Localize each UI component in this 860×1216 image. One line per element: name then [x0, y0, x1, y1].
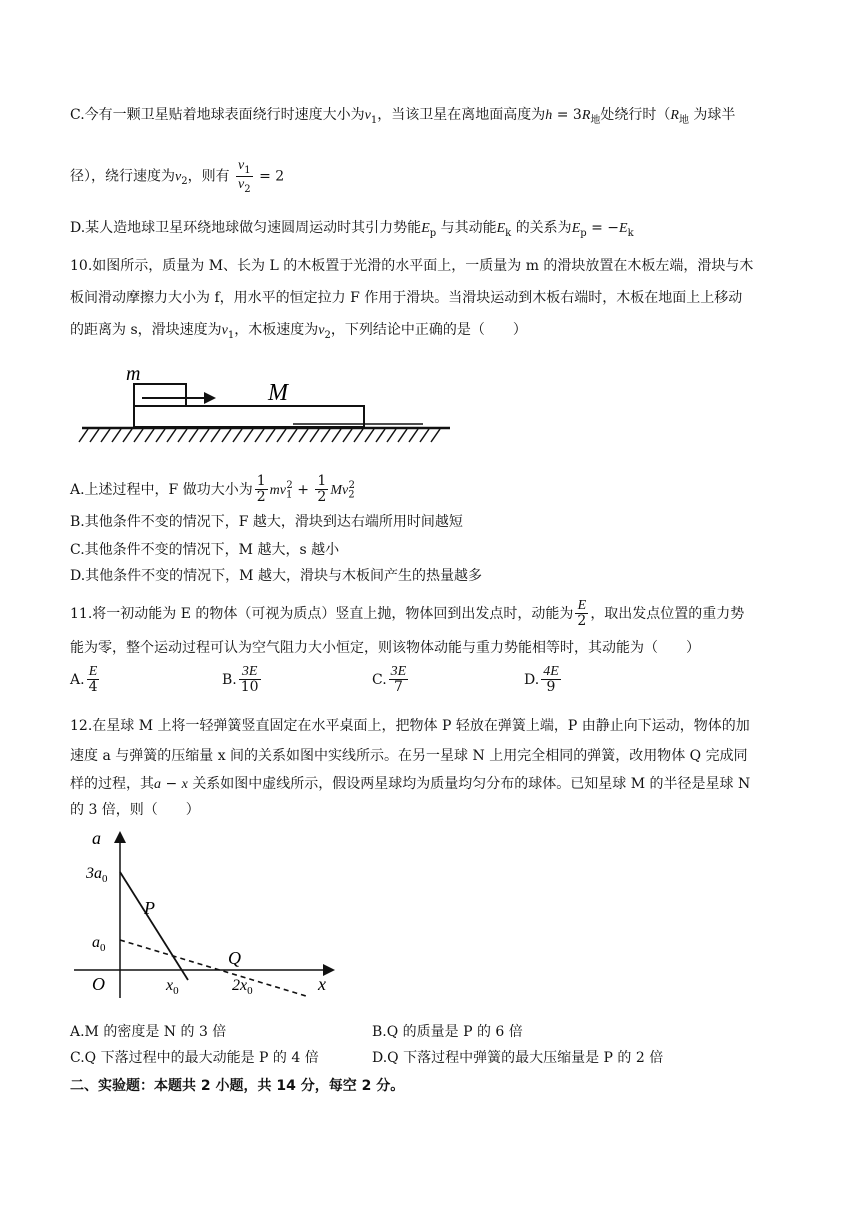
q11-line1-text1: 11.将一初动能为 E 的物体（可视为质点）竖直上抛，物体回到出发点时，动能为 [70, 605, 574, 622]
hatch-mark [123, 429, 132, 442]
q11-c-num: 3E [390, 664, 407, 679]
hatch-mark [266, 429, 275, 442]
q9-c-line2-text1: 径），绕行速度为 [70, 168, 175, 185]
x-label-x0: $x_0$ [166, 977, 179, 997]
hatch-mark [134, 429, 143, 442]
q11-c-den: 7 [393, 679, 403, 696]
q12-stem-line3: 样的过程，其a − x 关系如图中虚线所示，假设两星球均为质量均匀分布的球体。已知星球 M 的半径是星球 N [70, 776, 751, 792]
q9-c-text1: C.今有一颗卫星贴着地球表面绕行时速度大小为 [70, 107, 365, 123]
hatch-mark [178, 429, 187, 442]
q11-b-den: 10 [240, 679, 259, 696]
q11-b-num: 3E [239, 664, 261, 680]
q9-c-text4: 为球半 [693, 107, 736, 123]
v1-over-v2-fraction: $\frac{v_1}{v_2}$ [238, 158, 251, 195]
q11-stem-line2: 能为零，整个运动过程可认为空气阻力大小恒定，则该物体动能与重力势能相等时，其动能为（ ） [70, 640, 700, 656]
hatch-mark [189, 429, 198, 442]
q9-d-text2: 与其动能 [440, 220, 497, 236]
q11-line1-text2: ，取出发点位置的重力势 [590, 605, 745, 622]
y-label-a0: $a_0$ [92, 934, 106, 954]
hatch-mark [321, 429, 330, 442]
q11-a-num: E [87, 664, 100, 680]
q12-stem-line2: 速度 a 与弹簧的压缩量 x 间的关系如图中实线所示。在另一星球 N 上用完全相同的弹簧，改用物体 Q 完成同 [70, 748, 748, 764]
q10-arrow-head [204, 392, 216, 404]
q12-line3-text1: 样的过程，其 [70, 776, 154, 792]
q11-a-label: A. [70, 671, 85, 688]
q10-option-c: C.其他条件不变的情况下，M 越大，s 越小 [70, 542, 340, 558]
q10-stem-line2: 板间滑动摩擦力大小为 f，用水平的恒定拉力 F 作用于滑块。当滑块运动到木板右端时，木板在地面上上移动 [70, 290, 743, 306]
q11-b-label: B. [222, 671, 237, 688]
q10-fig-label-M: M [268, 380, 288, 406]
q11-d-den: 9 [546, 679, 556, 696]
q12-line3-text2: 关系如图中虚线所示，假设两星球均为质量均匀分布的球体。已知星球 M 的半径是星球 N [192, 776, 751, 792]
hatch-mark [79, 429, 88, 442]
q10-a-text: A.上述过程中，F 做功大小为 [70, 481, 253, 498]
q11-c-label: C. [372, 671, 387, 688]
q11-a-den: 4 [88, 679, 98, 696]
hatch-mark [277, 429, 286, 442]
q10-option-a: A.上述过程中，F 做功大小为 $\frac{1}{2}$ $mv_1^2$ + $\frac{1}{2}$ $Mv_2^2$ [70, 473, 355, 506]
q12-option-a: A.M 的密度是 N 的 3 倍 [70, 1024, 227, 1040]
hatch-mark [112, 429, 121, 442]
q12-stem-line1: 12.在星球 M 上将一轻弹簧竖直固定在水平桌面上，把物体 P 轻放在弹簧上端，P 由静止向下运动，物体的加 [70, 718, 750, 734]
x-label-2x0: $2x_0$ [232, 977, 253, 997]
q9-option-c-line1: C.今有一颗卫星贴着地球表面绕行时速度大小为$v_1$，当该卫星在离地面高度为$h = 3R_地$处绕行时（$R_地$ 为球半 [70, 107, 736, 126]
hatch-mark [431, 429, 440, 442]
curve-P-solid [120, 872, 188, 980]
q12-option-b: B.Q 的质量是 P 的 6 倍 [372, 1024, 523, 1040]
curve-Q-dashed [120, 940, 306, 996]
q10-line3-text1: 的距离为 s，滑块速度为 [70, 322, 222, 338]
q9-option-c-line2: 径），绕行速度为$v_2$，则有 $\frac{v_1}{v_2}$ = 2 [70, 158, 285, 195]
hatch-mark [145, 429, 154, 442]
hatch-mark [101, 429, 110, 442]
a-axis-label: a [92, 828, 101, 848]
hatch-mark [310, 429, 319, 442]
q9-d-text1: D.某人造地球卫星环绕地球做匀速圆周运动时其引力势能 [70, 220, 422, 236]
hatch-mark [200, 429, 209, 442]
q11-d-num: 4E [543, 664, 559, 679]
hatch-mark [387, 429, 396, 442]
q11-option-c [372, 664, 410, 696]
hatch-mark [343, 429, 352, 442]
q10-stem-line3: 的距离为 s，滑块速度为$v_1$，木板速度为$v_2$，下列结论中正确的是（ ） [70, 322, 527, 341]
q12-graph [70, 826, 340, 1006]
hatch-mark [233, 429, 242, 442]
x-axis-label: x [318, 974, 326, 994]
hatch-mark [288, 429, 297, 442]
label-Q: Q [228, 948, 241, 968]
q10-fig-label-m: m [126, 363, 141, 385]
hatch-mark [244, 429, 253, 442]
q10-option-b: B.其他条件不变的情况下，F 越大，滑块到达右端所用时间越短 [70, 514, 463, 530]
y-label-3a0: $3a_0$ [86, 865, 108, 885]
hatch-mark [354, 429, 363, 442]
hatch-mark [211, 429, 220, 442]
hatch-mark [299, 429, 308, 442]
q10-block-m [134, 384, 186, 406]
section-2-heading: 二、实验题：本题共 2 小题，共 14 分，每空 2 分。 [70, 1078, 405, 1094]
q11-option-a [70, 664, 101, 696]
hatch-mark [332, 429, 341, 442]
hatch-mark [255, 429, 264, 442]
hatch-mark [420, 429, 429, 442]
hatch-mark [90, 429, 99, 442]
q10-option-d: D.其他条件不变的情况下，M 越大，滑块与木板间产生的热量越多 [70, 568, 482, 584]
hatch-mark [222, 429, 231, 442]
q9-option-d: D.某人造地球卫星环绕地球做匀速圆周运动时其引力势能$E_p$ 与其动能$E_k$ 的关系为$E_p = -E_k$ [70, 220, 634, 239]
q11-stem-line1: 11.将一初动能为 E 的物体（可视为质点）竖直上抛，物体回到出发点时，动能为 $\frac{E}{2}$ ，取出发点位置的重力势 [70, 598, 745, 630]
q12-stem-line4: 的 3 倍，则（ ） [70, 802, 200, 818]
hatch-mark [398, 429, 407, 442]
q11-option-b [222, 664, 263, 696]
label-P: P [144, 898, 155, 918]
hatch-mark [156, 429, 165, 442]
q10-stem-line1: 10.如图所示，质量为 M、长为 L 的木板置于光滑的水平面上，一质量为 m 的滑块放置在木板左端，滑块与木 [70, 258, 754, 274]
q10-line3-text3: ，下列结论中正确的是（ ） [330, 322, 527, 338]
q10-line3-text2: ，木板速度为 [234, 322, 319, 338]
q11-d-label: D. [524, 671, 540, 688]
q9-c-text3: 处绕行时（ [600, 107, 671, 123]
q9-c-line2-text2: ，则有 [187, 168, 230, 185]
q11-option-d [524, 664, 563, 696]
q9-c-text2: ，当该卫星在离地面高度为 [377, 107, 546, 123]
q9-d-text3: 的关系为 [515, 220, 572, 236]
origin-label: O [92, 974, 105, 994]
q12-option-d: D.Q 下落过程中弹簧的最大压缩量是 P 的 2 倍 [372, 1050, 664, 1066]
hatch-mark [365, 429, 374, 442]
q10-board-figure [78, 362, 458, 450]
q10-ground-hatch [79, 429, 440, 442]
hatch-mark [409, 429, 418, 442]
hatch-mark [376, 429, 385, 442]
hatch-mark [167, 429, 176, 442]
q12-option-c: C.Q 下落过程中的最大动能是 P 的 4 倍 [70, 1050, 319, 1066]
